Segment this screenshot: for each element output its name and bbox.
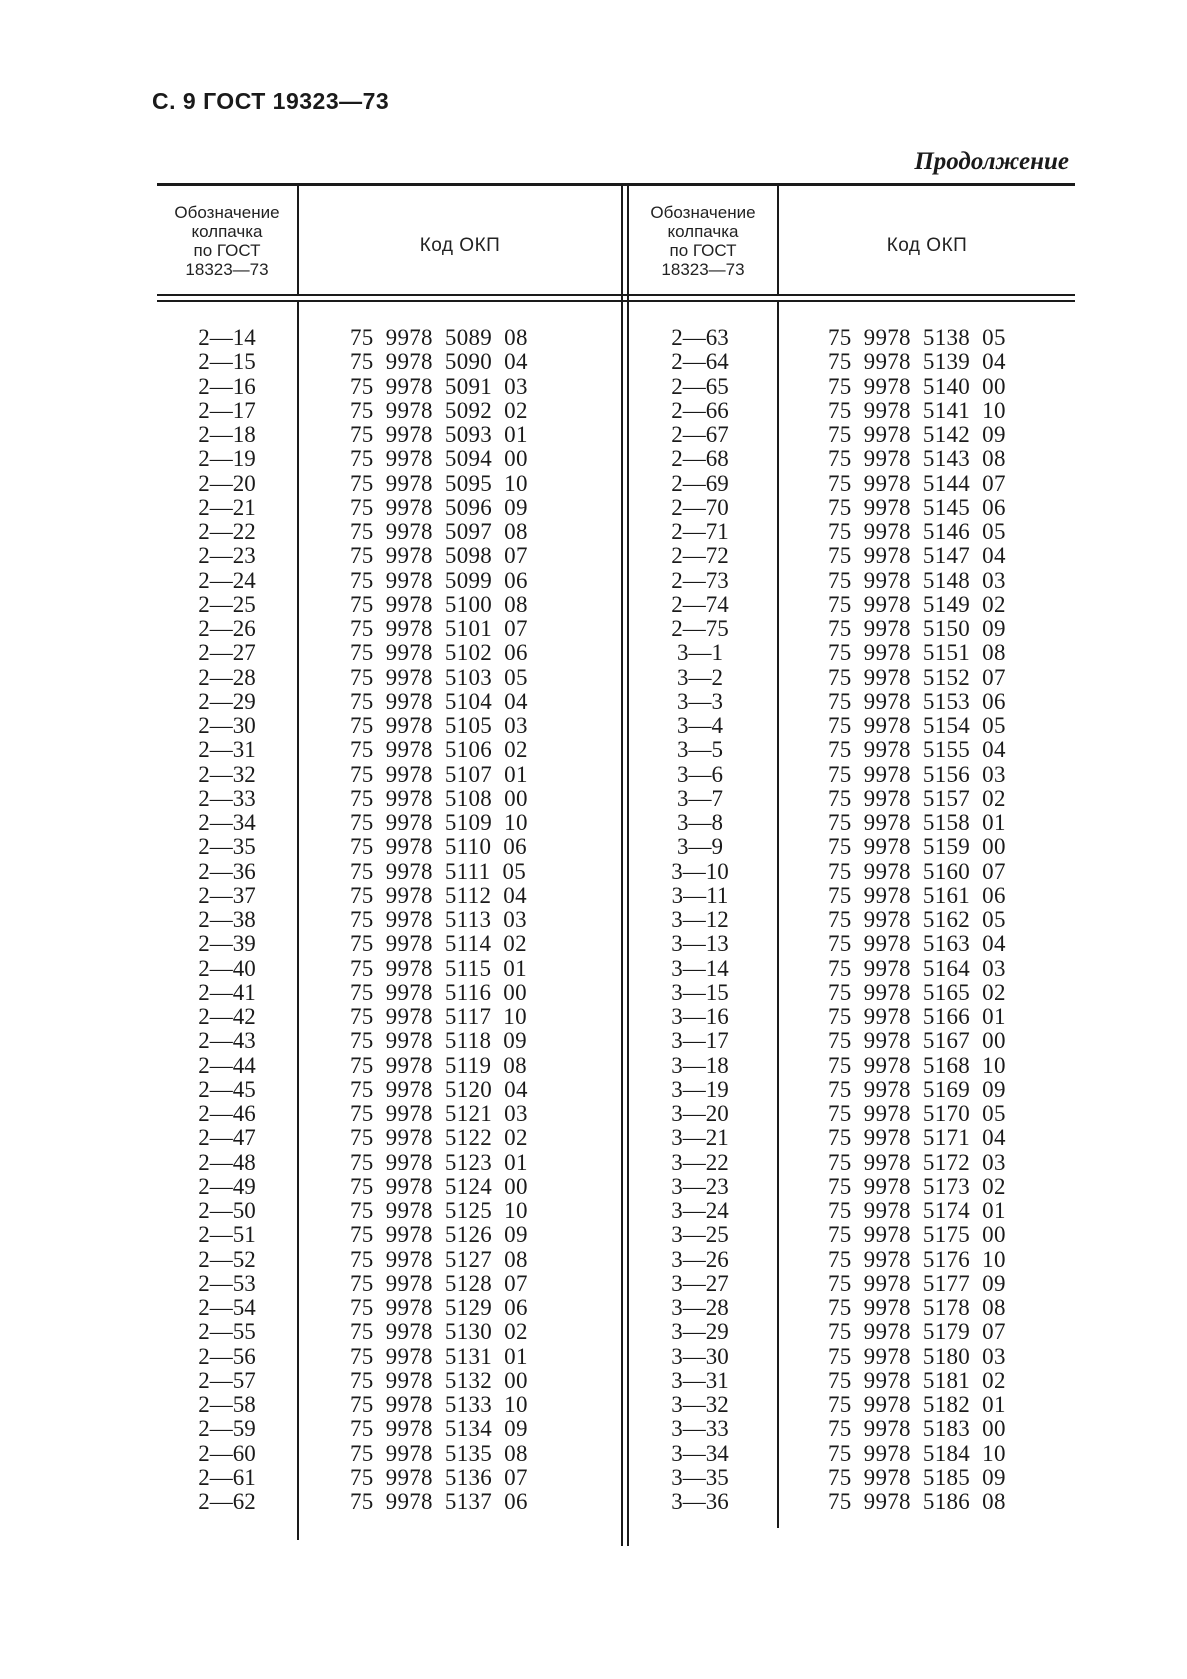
okp-code: 75 9978 5159 00 xyxy=(828,834,1006,860)
page-header: С. 9 ГОСТ 19323—73 xyxy=(152,88,390,114)
okp-code: 75 9978 5135 08 xyxy=(350,1440,528,1466)
okp-code: 75 9978 5094 00 xyxy=(350,446,528,472)
cap-designation: 3—7 xyxy=(677,785,723,811)
okp-code: 75 9978 5157 02 xyxy=(828,785,1006,811)
cap-designation: 3—22 xyxy=(671,1149,729,1175)
cap-designation: 3—17 xyxy=(671,1028,729,1054)
okp-code: 75 9978 5101 07 xyxy=(350,616,528,641)
okp-code: 75 9978 5131 01 xyxy=(350,1343,528,1369)
cap-designation: 2—71 xyxy=(671,519,729,544)
cap-designation: 3—10 xyxy=(671,858,729,884)
cap-designation: 2—18 xyxy=(198,422,256,447)
cap-designation: 2—37 xyxy=(198,882,256,908)
cap-designation: 2—58 xyxy=(198,1392,256,1417)
okp-code: 75 9978 5174 01 xyxy=(828,1198,1006,1223)
okp-code: 75 9978 5118 09 xyxy=(350,1028,527,1054)
okp-code: 75 9978 5186 08 xyxy=(828,1489,1006,1514)
cap-designation: 2—43 xyxy=(198,1028,256,1054)
okp-code: 75 9978 5119 08 xyxy=(350,1052,527,1078)
okp-code: 75 9978 5168 10 xyxy=(828,1052,1006,1078)
okp-code: 75 9978 5138 05 xyxy=(828,325,1006,350)
cap-designation: 2—64 xyxy=(671,349,729,375)
okp-code: 75 9978 5172 03 xyxy=(828,1149,1006,1175)
cap-designation: 3—2 xyxy=(677,664,723,690)
cap-designation: 2—33 xyxy=(198,785,256,811)
okp-code: 75 9978 5141 10 xyxy=(828,397,1006,423)
cap-designation: 2—42 xyxy=(198,1004,256,1029)
okp-code: 75 9978 5179 07 xyxy=(828,1319,1006,1345)
okp-code: 75 9978 5183 00 xyxy=(828,1416,1006,1442)
cap-designation: 3—34 xyxy=(671,1440,729,1466)
okp-code: 75 9978 5105 03 xyxy=(350,713,528,738)
cap-designation: 2—16 xyxy=(198,373,256,399)
cap-designation: 2—14 xyxy=(198,325,256,350)
cap-designation: 3—14 xyxy=(671,955,729,981)
okp-code: 75 9978 5089 08 xyxy=(350,325,528,350)
cap-designation: 3—13 xyxy=(671,931,729,957)
cap-designation: 3—18 xyxy=(671,1052,729,1078)
okp-code: 75 9978 5149 02 xyxy=(828,591,1006,617)
cap-designation: 2—38 xyxy=(198,907,256,932)
cap-designation: 2—48 xyxy=(198,1149,256,1175)
okp-code: 75 9978 5165 02 xyxy=(828,979,1006,1005)
okp-code: 75 9978 5137 06 xyxy=(350,1489,528,1514)
okp-code: 75 9978 5132 00 xyxy=(350,1367,528,1393)
cap-designation: 2—66 xyxy=(671,397,729,423)
okp-code: 75 9978 5139 04 xyxy=(828,349,1006,375)
cap-designation: 2—62 xyxy=(198,1489,256,1514)
okp-code: 75 9978 5126 09 xyxy=(350,1222,528,1248)
okp-code: 75 9978 5152 07 xyxy=(828,664,1006,690)
cap-designation: 2—56 xyxy=(198,1343,256,1369)
cap-designation: 2—52 xyxy=(198,1246,256,1272)
cap-designation: 3—19 xyxy=(671,1076,729,1102)
okp-code: 75 9978 5164 03 xyxy=(828,955,1006,981)
cap-designation: 3—6 xyxy=(677,761,723,787)
header-double-rule-2 xyxy=(157,300,1075,302)
cap-designation: 3—23 xyxy=(671,1173,729,1199)
cap-designation: 2—35 xyxy=(198,834,256,860)
okp-code: 75 9978 5095 10 xyxy=(350,470,528,496)
cap-designation: 3—28 xyxy=(671,1295,729,1320)
cap-designation: 2—63 xyxy=(671,325,729,350)
cap-designation: 3—26 xyxy=(671,1246,729,1272)
cap-designation: 3—36 xyxy=(671,1489,729,1514)
cap-designation: 2—31 xyxy=(198,737,256,763)
cap-designation: 3—5 xyxy=(677,737,723,763)
cap-designation: 2—28 xyxy=(198,664,256,690)
right-code-column xyxy=(828,326,1068,1514)
okp-code: 75 9978 5143 08 xyxy=(828,446,1006,472)
okp-code: 75 9978 5091 03 xyxy=(350,373,528,399)
okp-code: 75 9978 5112 04 xyxy=(350,882,527,908)
okp-code: 75 9978 5109 10 xyxy=(350,810,528,835)
cap-designation: 3—35 xyxy=(671,1464,729,1490)
okp-code: 75 9978 5121 03 xyxy=(350,1101,528,1126)
okp-code: 75 9978 5175 00 xyxy=(828,1222,1006,1248)
cap-designation: 2—17 xyxy=(198,397,256,423)
okp-code: 75 9978 5173 02 xyxy=(828,1173,1006,1199)
okp-code: 75 9978 5115 01 xyxy=(350,955,527,981)
okp-code: 75 9978 5145 06 xyxy=(828,494,1006,520)
okp-code: 75 9978 5092 02 xyxy=(350,397,528,423)
okp-code: 75 9978 5090 04 xyxy=(350,349,528,375)
cap-designation: 3—31 xyxy=(671,1367,729,1393)
okp-code: 75 9978 5122 02 xyxy=(350,1125,528,1151)
continuation-label: Продолжение xyxy=(914,148,1069,175)
vertical-rule-left-inner-body xyxy=(297,302,299,1540)
cap-designation: 2—51 xyxy=(198,1222,256,1248)
cap-designation: 2—27 xyxy=(198,640,256,666)
okp-code: 75 9978 5136 07 xyxy=(350,1464,528,1490)
cap-designation: 2—29 xyxy=(198,688,256,714)
cap-designation: 2—40 xyxy=(198,955,256,981)
okp-code: 75 9978 5151 08 xyxy=(828,640,1006,666)
okp-code: 75 9978 5155 04 xyxy=(828,737,1006,763)
okp-code: 75 9978 5114 02 xyxy=(350,931,527,957)
vertical-rule-center-a xyxy=(621,186,623,1546)
okp-code: 75 9978 5166 01 xyxy=(828,1004,1006,1029)
okp-code: 75 9978 5162 05 xyxy=(828,907,1006,932)
okp-code: 75 9978 5148 03 xyxy=(828,567,1006,593)
okp-code: 75 9978 5108 00 xyxy=(350,785,528,811)
okp-code: 75 9978 5111 05 xyxy=(350,858,527,884)
cap-designation: 3—24 xyxy=(671,1198,729,1223)
cap-designation: 2—36 xyxy=(198,858,256,884)
okp-code: 75 9978 5170 05 xyxy=(828,1101,1006,1126)
okp-code: 75 9978 5182 01 xyxy=(828,1392,1006,1417)
okp-code: 75 9978 5167 00 xyxy=(828,1028,1006,1054)
okp-code: 75 9978 5113 03 xyxy=(350,907,527,932)
okp-code: 75 9978 5124 00 xyxy=(350,1173,528,1199)
okp-code: 75 9978 5176 10 xyxy=(828,1246,1006,1272)
cap-designation: 3—33 xyxy=(671,1416,729,1442)
cap-designation: 2—24 xyxy=(198,567,256,593)
okp-code: 75 9978 5177 09 xyxy=(828,1270,1006,1296)
okp-code: 75 9978 5140 00 xyxy=(828,373,1006,399)
okp-code: 75 9978 5169 09 xyxy=(828,1076,1006,1102)
okp-code: 75 9978 5096 09 xyxy=(350,494,528,520)
cap-designation: 2—54 xyxy=(198,1295,256,1320)
okp-code: 75 9978 5144 07 xyxy=(828,470,1006,496)
right-designation-column xyxy=(650,326,750,1514)
cap-designation: 3—25 xyxy=(671,1222,729,1248)
cap-designation: 2—75 xyxy=(671,616,729,641)
okp-code: 75 9978 5104 04 xyxy=(350,688,528,714)
okp-code: 75 9978 5107 01 xyxy=(350,761,528,787)
cap-designation: 2—15 xyxy=(198,349,256,375)
cap-designation: 3—21 xyxy=(671,1125,729,1151)
vertical-rule-right-inner-body xyxy=(777,302,779,1528)
header-double-rule-1 xyxy=(157,294,1075,296)
cap-designation: 3—32 xyxy=(671,1392,729,1417)
cap-designation: 2—73 xyxy=(671,567,729,593)
cap-designation: 2—65 xyxy=(671,373,729,399)
okp-code: 75 9978 5106 02 xyxy=(350,737,528,763)
cap-designation: 3—8 xyxy=(677,810,723,835)
header-designation-right: Обозначение колпачка по ГОСТ 18323—73 xyxy=(650,203,756,279)
cap-designation: 3—9 xyxy=(677,834,723,860)
cap-designation: 3—3 xyxy=(677,688,723,714)
cap-designation: 2—74 xyxy=(671,591,729,617)
cap-designation: 3—20 xyxy=(671,1101,729,1126)
okp-code: 75 9978 5180 03 xyxy=(828,1343,1006,1369)
okp-code: 75 9978 5142 09 xyxy=(828,422,1006,447)
cap-designation: 2—21 xyxy=(198,494,256,520)
cap-designation: 2—25 xyxy=(198,591,256,617)
okp-code: 75 9978 5123 01 xyxy=(350,1149,528,1175)
cap-designation: 3—15 xyxy=(671,979,729,1005)
left-designation-column xyxy=(177,326,277,1514)
okp-code: 75 9978 5110 06 xyxy=(350,834,527,860)
cap-designation: 2—45 xyxy=(198,1076,256,1102)
cap-designation: 2—32 xyxy=(198,761,256,787)
cap-designation: 2—57 xyxy=(198,1367,256,1393)
okp-code: 75 9978 5147 04 xyxy=(828,543,1006,569)
okp-code: 75 9978 5129 06 xyxy=(350,1295,528,1320)
okp-code: 75 9978 5120 04 xyxy=(350,1076,528,1102)
cap-designation: 2—68 xyxy=(671,446,729,472)
okp-code: 75 9978 5185 09 xyxy=(828,1464,1006,1490)
okp-code: 75 9978 5134 09 xyxy=(350,1416,528,1442)
left-code-column xyxy=(350,326,610,1514)
cap-designation: 2—26 xyxy=(198,616,256,641)
okp-code: 75 9978 5097 08 xyxy=(350,519,528,544)
cap-designation: 2—49 xyxy=(198,1173,256,1199)
okp-code: 75 9978 5128 07 xyxy=(350,1270,528,1296)
cap-designation: 3—27 xyxy=(671,1270,729,1296)
cap-designation: 2—23 xyxy=(198,543,256,569)
vertical-rule-center-b xyxy=(627,186,629,1546)
cap-designation: 2—30 xyxy=(198,713,256,738)
header-code-right: Код ОКП xyxy=(886,235,968,256)
okp-code: 75 9978 5116 00 xyxy=(350,979,527,1005)
cap-designation: 3—4 xyxy=(677,713,723,738)
cap-designation: 3—12 xyxy=(671,907,729,932)
cap-designation: 2—72 xyxy=(671,543,729,569)
cap-designation: 2—20 xyxy=(198,470,256,496)
okp-code: 75 9978 5093 01 xyxy=(350,422,528,447)
cap-designation: 3—30 xyxy=(671,1343,729,1369)
cap-designation: 2—41 xyxy=(198,979,256,1005)
okp-code: 75 9978 5100 08 xyxy=(350,591,528,617)
cap-designation: 2—44 xyxy=(198,1052,256,1078)
okp-code: 75 9978 5184 10 xyxy=(828,1440,1006,1466)
cap-designation: 3—11 xyxy=(671,882,729,908)
cap-designation: 2—69 xyxy=(671,470,729,496)
cap-designation: 3—1 xyxy=(677,640,723,666)
cap-designation: 2—22 xyxy=(198,519,256,544)
cap-designation: 2—46 xyxy=(198,1101,256,1126)
cap-designation: 3—29 xyxy=(671,1319,729,1345)
cap-designation: 2—50 xyxy=(198,1198,256,1223)
cap-designation: 2—47 xyxy=(198,1125,256,1151)
okp-code: 75 9978 5117 10 xyxy=(350,1004,527,1029)
cap-designation: 2—53 xyxy=(198,1270,256,1296)
okp-code: 75 9978 5156 03 xyxy=(828,761,1006,787)
cap-designation: 2—60 xyxy=(198,1440,256,1466)
okp-code: 75 9978 5146 05 xyxy=(828,519,1006,544)
okp-code: 75 9978 5181 02 xyxy=(828,1367,1006,1393)
okp-code: 75 9978 5158 01 xyxy=(828,810,1006,835)
okp-code: 75 9978 5163 04 xyxy=(828,931,1006,957)
cap-designation: 2—19 xyxy=(198,446,256,472)
okp-code: 75 9978 5127 08 xyxy=(350,1246,528,1272)
cap-designation: 3—16 xyxy=(671,1004,729,1029)
okp-code: 75 9978 5150 09 xyxy=(828,616,1006,641)
okp-code: 75 9978 5125 10 xyxy=(350,1198,528,1223)
header-designation-left: Обозначение колпачка по ГОСТ 18323—73 xyxy=(174,203,280,279)
okp-code: 75 9978 5154 05 xyxy=(828,713,1006,738)
okp-code: 75 9978 5161 06 xyxy=(828,882,1006,908)
cap-designation: 2—34 xyxy=(198,810,256,835)
okp-code: 75 9978 5160 07 xyxy=(828,858,1006,884)
cap-designation: 2—55 xyxy=(198,1319,256,1345)
okp-code: 75 9978 5133 10 xyxy=(350,1392,528,1417)
okp-code: 75 9978 5153 06 xyxy=(828,688,1006,714)
table-top-rule xyxy=(157,183,1075,186)
cap-designation: 2—39 xyxy=(198,931,256,957)
okp-code: 75 9978 5102 06 xyxy=(350,640,528,666)
header-code-left: Код ОКП xyxy=(419,235,501,256)
cap-designation: 2—70 xyxy=(671,494,729,520)
okp-code: 75 9978 5099 06 xyxy=(350,567,528,593)
okp-code: 75 9978 5103 05 xyxy=(350,664,528,690)
okp-code: 75 9978 5130 02 xyxy=(350,1319,528,1345)
okp-code: 75 9978 5178 08 xyxy=(828,1295,1006,1320)
okp-code: 75 9978 5171 04 xyxy=(828,1125,1006,1151)
cap-designation: 2—61 xyxy=(198,1464,256,1490)
cap-designation: 2—59 xyxy=(198,1416,256,1442)
cap-designation: 2—67 xyxy=(671,422,729,447)
okp-code: 75 9978 5098 07 xyxy=(350,543,528,569)
